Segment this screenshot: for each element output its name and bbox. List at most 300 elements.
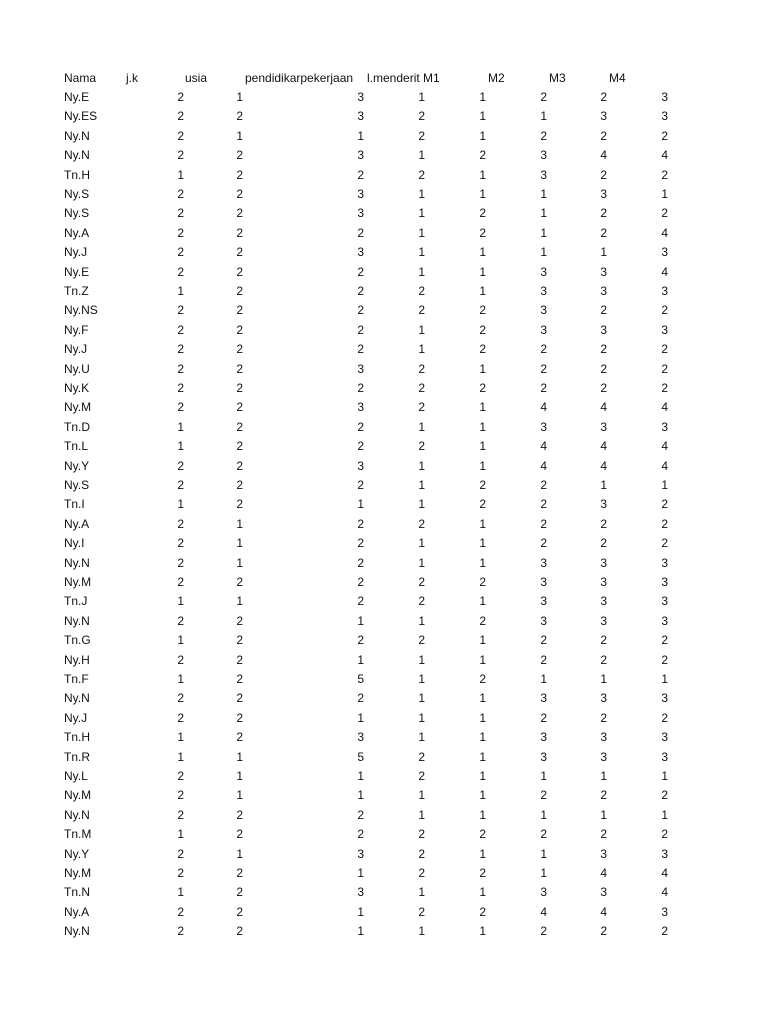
cell-m4: 2 (661, 710, 668, 725)
cell-jk: 2 (177, 187, 184, 201)
cell-m3: 1 (600, 245, 607, 260)
cell-usia: 2 (236, 458, 243, 473)
cell-jk: 1 (177, 167, 184, 182)
cell-nama: Ny.J (64, 342, 88, 357)
cell-m2: 2 (540, 478, 547, 492)
cell-lama-menderita: 1 (479, 730, 486, 745)
cell-m4: 2 (661, 303, 668, 318)
cell-usia: 2 (236, 381, 243, 395)
cell-lama-menderita: 2 (479, 827, 486, 842)
cell-m3: 2 (600, 206, 607, 221)
cell-m2: 3 (540, 594, 547, 609)
cell-usia: 2 (236, 109, 243, 124)
cell-jk: 2 (177, 613, 184, 628)
cell-nama: Ny.N (64, 691, 90, 706)
table-row (0, 379, 768, 398)
cell-lama-menderita: 2 (479, 322, 486, 337)
cell-pekerjaan: 2 (418, 400, 425, 415)
cell-m4: 4 (661, 885, 668, 900)
cell-pekerjaan: 1 (418, 245, 425, 260)
table-row (0, 709, 768, 728)
cell-m3: 3 (600, 109, 607, 124)
cell-nama: Ny.M (64, 400, 92, 415)
table-row (0, 146, 768, 165)
cell-m3: 3 (600, 322, 607, 337)
header-usia: usia (185, 71, 208, 85)
cell-usia: 1 (236, 769, 243, 783)
cell-m4: 2 (661, 633, 668, 648)
cell-nama: Tn.I (64, 497, 85, 512)
table-row (0, 185, 768, 204)
cell-m3: 2 (600, 381, 607, 395)
cell-pendidikan: 2 (357, 827, 364, 842)
cell-pendidikan: 2 (357, 516, 364, 531)
cell-pendidikan: 2 (357, 284, 364, 298)
cell-m4: 2 (661, 342, 668, 357)
cell-m3: 1 (600, 769, 607, 783)
cell-jk: 2 (177, 807, 184, 822)
header-pendidikan-pekerjaan: pendidikarpekerjaan (245, 71, 354, 85)
cell-lama-menderita: 2 (479, 575, 486, 589)
cell-pendidikan: 3 (357, 885, 364, 900)
cell-m3: 3 (600, 419, 607, 434)
cell-lama-menderita: 1 (479, 807, 486, 822)
cell-pekerjaan: 2 (418, 109, 425, 124)
cell-m2: 3 (540, 749, 547, 764)
cell-nama: Tn.H (64, 730, 91, 745)
cell-pekerjaan: 2 (418, 381, 425, 395)
cell-m2: 3 (540, 264, 547, 279)
cell-m4: 4 (661, 225, 668, 240)
cell-pendidikan: 3 (357, 109, 364, 124)
cell-lama-menderita: 2 (479, 381, 486, 395)
cell-lama-menderita: 2 (479, 342, 486, 357)
cell-pekerjaan: 1 (418, 555, 425, 570)
cell-jk: 1 (177, 633, 184, 648)
cell-m2: 4 (540, 400, 547, 415)
cell-lama-menderita: 1 (479, 788, 486, 803)
cell-jk: 2 (177, 109, 184, 124)
cell-m3: 2 (600, 167, 607, 182)
cell-m4: 3 (661, 419, 668, 434)
table-row (0, 670, 768, 689)
cell-lama-menderita: 1 (479, 361, 486, 376)
cell-m2: 2 (540, 497, 547, 512)
cell-lama-menderita: 1 (479, 924, 486, 939)
cell-m4: 3 (661, 284, 668, 298)
table-row (0, 689, 768, 708)
cell-m2: 1 (540, 187, 547, 201)
cell-usia: 1 (236, 555, 243, 570)
cell-nama: Tn.N (64, 885, 91, 900)
cell-m2: 3 (540, 555, 547, 570)
cell-usia: 1 (236, 90, 243, 104)
table-row (0, 825, 768, 844)
cell-lama-menderita: 2 (479, 148, 486, 163)
cell-m3: 2 (600, 710, 607, 725)
cell-pendidikan: 1 (357, 866, 364, 880)
cell-usia: 2 (236, 710, 243, 725)
cell-usia: 2 (236, 322, 243, 337)
cell-pekerjaan: 2 (418, 594, 425, 609)
cell-m2: 4 (540, 439, 547, 454)
cell-m2: 3 (540, 613, 547, 628)
cell-usia: 2 (236, 284, 243, 298)
cell-jk: 1 (177, 497, 184, 512)
header-nama: Nama (64, 71, 97, 85)
cell-usia: 1 (236, 788, 243, 803)
table-row (0, 864, 768, 883)
cell-lama-menderita: 1 (479, 419, 486, 434)
cell-jk: 2 (177, 303, 184, 318)
cell-pendidikan: 2 (357, 167, 364, 182)
cell-m4: 2 (661, 167, 668, 182)
cell-pendidikan: 1 (357, 128, 364, 143)
cell-jk: 2 (177, 769, 184, 783)
cell-jk: 1 (177, 885, 184, 900)
cell-m4: 2 (661, 361, 668, 376)
cell-nama: Ny.ES (64, 109, 98, 124)
cell-pendidikan: 3 (357, 148, 364, 163)
cell-jk: 2 (177, 245, 184, 260)
cell-pekerjaan: 1 (418, 536, 425, 551)
cell-lama-menderita: 2 (479, 613, 486, 628)
table-row (0, 515, 768, 534)
cell-pekerjaan: 2 (418, 303, 425, 318)
cell-lama-menderita: 1 (479, 536, 486, 551)
cell-nama: Ny.U (64, 361, 90, 376)
cell-m3: 2 (600, 633, 607, 648)
cell-nama: Ny.K (64, 381, 90, 395)
table-row (0, 127, 768, 146)
table-row (0, 282, 768, 301)
cell-usia: 2 (236, 361, 243, 376)
table-row (0, 107, 768, 126)
cell-m4: 2 (661, 924, 668, 939)
cell-m4: 3 (661, 846, 668, 861)
cell-lama-menderita: 2 (479, 497, 486, 512)
cell-usia: 2 (236, 924, 243, 939)
table-row (0, 263, 768, 282)
cell-lama-menderita: 1 (479, 516, 486, 531)
cell-m4: 3 (661, 730, 668, 745)
cell-jk: 1 (177, 672, 184, 686)
table-row (0, 321, 768, 340)
table-row (0, 631, 768, 650)
cell-lama-menderita: 1 (479, 128, 486, 143)
cell-pekerjaan: 1 (418, 672, 425, 686)
cell-jk: 2 (177, 710, 184, 725)
cell-m3: 3 (600, 264, 607, 279)
cell-pekerjaan: 1 (418, 264, 425, 279)
cell-nama: Ny.S (64, 206, 90, 221)
cell-pendidikan: 2 (357, 381, 364, 395)
header-m3: M3 (549, 71, 566, 85)
cell-usia: 1 (236, 536, 243, 551)
cell-m3: 3 (600, 749, 607, 764)
cell-m3: 4 (600, 148, 607, 163)
cell-m2: 2 (540, 90, 547, 104)
table-row (0, 204, 768, 223)
cell-usia: 1 (236, 516, 243, 531)
cell-lama-menderita: 2 (479, 866, 486, 880)
cell-nama: Ny.N (64, 555, 90, 570)
cell-nama: Ny.NS (64, 303, 98, 318)
cell-nama: Ny.S (64, 478, 90, 492)
table-row (0, 651, 768, 670)
cell-m3: 2 (600, 361, 607, 376)
cell-pekerjaan: 1 (418, 691, 425, 706)
cell-nama: Ny.A (64, 225, 90, 240)
cell-pekerjaan: 2 (418, 749, 425, 764)
cell-m3: 3 (600, 575, 607, 589)
cell-m2: 2 (540, 128, 547, 143)
cell-lama-menderita: 2 (479, 672, 486, 686)
cell-lama-menderita: 1 (479, 167, 486, 182)
table-row (0, 360, 768, 379)
cell-m3: 3 (600, 284, 607, 298)
cell-m4: 2 (661, 827, 668, 842)
cell-pekerjaan: 1 (418, 148, 425, 163)
cell-nama: Ny.Y (64, 458, 90, 473)
cell-m3: 2 (600, 128, 607, 143)
cell-pekerjaan: 1 (418, 613, 425, 628)
cell-m3: 3 (600, 885, 607, 900)
cell-jk: 2 (177, 206, 184, 221)
cell-m3: 2 (600, 90, 607, 104)
table-row (0, 883, 768, 902)
cell-pendidikan: 2 (357, 264, 364, 279)
cell-m3: 4 (600, 904, 607, 919)
cell-pendidikan: 3 (357, 206, 364, 221)
cell-pekerjaan: 1 (418, 478, 425, 492)
cell-m2: 2 (540, 924, 547, 939)
cell-m2: 3 (540, 284, 547, 298)
cell-usia: 1 (236, 594, 243, 609)
cell-usia: 2 (236, 439, 243, 454)
cell-m4: 1 (661, 807, 668, 822)
cell-pekerjaan: 2 (418, 516, 425, 531)
cell-pendidikan: 2 (357, 536, 364, 551)
cell-pekerjaan: 1 (418, 206, 425, 221)
cell-usia: 2 (236, 342, 243, 357)
cell-pendidikan: 2 (357, 555, 364, 570)
cell-m2: 2 (540, 536, 547, 551)
cell-jk: 2 (177, 691, 184, 706)
cell-nama: Ny.A (64, 516, 90, 531)
table-row (0, 612, 768, 631)
cell-pendidikan: 1 (357, 924, 364, 939)
cell-jk: 2 (177, 555, 184, 570)
cell-nama: Ny.E (64, 264, 90, 279)
table-row (0, 554, 768, 573)
cell-pendidikan: 3 (357, 245, 364, 260)
cell-pendidikan: 2 (357, 225, 364, 240)
cell-m4: 2 (661, 497, 668, 512)
cell-m2: 2 (540, 652, 547, 667)
cell-lama-menderita: 1 (479, 109, 486, 124)
header-m2: M2 (488, 71, 505, 85)
cell-m2: 2 (540, 342, 547, 357)
cell-m4: 3 (661, 613, 668, 628)
cell-pendidikan: 2 (357, 439, 364, 454)
cell-pendidikan: 2 (357, 691, 364, 706)
cell-m4: 3 (661, 90, 668, 104)
cell-pendidikan: 2 (357, 633, 364, 648)
cell-pekerjaan: 2 (418, 439, 425, 454)
cell-m3: 3 (600, 691, 607, 706)
cell-jk: 2 (177, 90, 184, 104)
cell-m4: 2 (661, 536, 668, 551)
cell-m4: 1 (661, 478, 668, 492)
cell-m3: 1 (600, 478, 607, 492)
cell-nama: Tn.L (64, 439, 89, 454)
cell-lama-menderita: 1 (479, 284, 486, 298)
cell-lama-menderita: 2 (479, 303, 486, 318)
cell-lama-menderita: 1 (479, 769, 486, 783)
table-row (0, 748, 768, 767)
cell-pekerjaan: 1 (418, 90, 425, 104)
cell-jk: 2 (177, 381, 184, 395)
cell-m3: 3 (600, 846, 607, 861)
cell-jk: 2 (177, 478, 184, 492)
cell-m4: 4 (661, 439, 668, 454)
cell-m3: 3 (600, 187, 607, 201)
cell-m3: 1 (600, 672, 607, 686)
table-row (0, 301, 768, 320)
cell-usia: 2 (236, 672, 243, 686)
cell-nama: Tn.R (64, 749, 91, 764)
cell-usia: 1 (236, 846, 243, 861)
cell-pendidikan: 1 (357, 710, 364, 725)
cell-m3: 2 (600, 536, 607, 551)
cell-pekerjaan: 2 (418, 361, 425, 376)
cell-m3: 2 (600, 652, 607, 667)
cell-lama-menderita: 2 (479, 904, 486, 919)
cell-m2: 1 (540, 866, 547, 880)
cell-m4: 2 (661, 516, 668, 531)
cell-pendidikan: 1 (357, 652, 364, 667)
cell-jk: 1 (177, 749, 184, 764)
cell-nama: Ny.M (64, 866, 92, 880)
header-m4: M4 (609, 71, 626, 85)
cell-m4: 3 (661, 555, 668, 570)
cell-m4: 3 (661, 245, 668, 260)
cell-jk: 1 (177, 730, 184, 745)
cell-pendidikan: 5 (357, 672, 364, 686)
cell-usia: 1 (236, 749, 243, 764)
cell-jk: 2 (177, 400, 184, 415)
cell-m4: 4 (661, 148, 668, 163)
cell-lama-menderita: 1 (479, 555, 486, 570)
cell-jk: 2 (177, 128, 184, 143)
cell-usia: 2 (236, 206, 243, 221)
cell-m2: 1 (540, 109, 547, 124)
cell-m2: 4 (540, 904, 547, 919)
header-jk: j.k (126, 71, 138, 85)
cell-usia: 2 (236, 633, 243, 648)
table-row (0, 786, 768, 805)
table-row (0, 457, 768, 476)
cell-m2: 1 (540, 672, 547, 686)
table-row (0, 728, 768, 747)
cell-pekerjaan: 2 (418, 284, 425, 298)
cell-pekerjaan: 2 (418, 866, 425, 880)
table-row (0, 243, 768, 262)
cell-m3: 2 (600, 516, 607, 531)
cell-pekerjaan: 2 (418, 575, 425, 589)
cell-pendidikan: 3 (357, 730, 364, 745)
cell-m3: 3 (600, 730, 607, 745)
cell-lama-menderita: 1 (479, 264, 486, 279)
table-row (0, 767, 768, 786)
cell-nama: Tn.D (64, 419, 91, 434)
cell-m2: 3 (540, 885, 547, 900)
table-row (0, 495, 768, 514)
cell-nama: Ny.A (64, 904, 90, 919)
cell-jk: 1 (177, 439, 184, 454)
cell-lama-menderita: 1 (479, 90, 486, 104)
cell-m2: 3 (540, 303, 547, 318)
cell-nama: Tn.G (64, 633, 91, 648)
cell-lama-menderita: 1 (479, 594, 486, 609)
cell-jk: 2 (177, 788, 184, 803)
cell-m2: 3 (540, 167, 547, 182)
cell-m3: 4 (600, 400, 607, 415)
cell-usia: 2 (236, 613, 243, 628)
cell-jk: 2 (177, 536, 184, 551)
cell-nama: Ny.N (64, 807, 90, 822)
cell-lama-menderita: 2 (479, 478, 486, 492)
cell-m3: 3 (600, 594, 607, 609)
cell-m2: 2 (540, 710, 547, 725)
cell-m4: 4 (661, 458, 668, 473)
table-row (0, 534, 768, 553)
table-row (0, 88, 768, 107)
cell-pekerjaan: 1 (418, 730, 425, 745)
cell-m2: 2 (540, 827, 547, 842)
cell-pekerjaan: 1 (418, 187, 425, 201)
header-row (0, 69, 768, 88)
cell-nama: Ny.Y (64, 846, 90, 861)
cell-m2: 2 (540, 381, 547, 395)
cell-pekerjaan: 2 (418, 904, 425, 919)
cell-m3: 3 (600, 497, 607, 512)
cell-m2: 2 (540, 788, 547, 803)
cell-jk: 2 (177, 342, 184, 357)
table-row (0, 476, 768, 495)
cell-usia: 2 (236, 866, 243, 880)
cell-nama: Ny.N (64, 128, 90, 143)
cell-nama: Ny.N (64, 613, 90, 628)
cell-lama-menderita: 1 (479, 652, 486, 667)
cell-usia: 2 (236, 652, 243, 667)
cell-pekerjaan: 1 (418, 885, 425, 900)
cell-pendidikan: 1 (357, 497, 364, 512)
cell-usia: 2 (236, 167, 243, 182)
cell-pendidikan: 2 (357, 575, 364, 589)
cell-usia: 2 (236, 303, 243, 318)
cell-m2: 2 (540, 516, 547, 531)
cell-m3: 2 (600, 225, 607, 240)
cell-lama-menderita: 1 (479, 400, 486, 415)
cell-pekerjaan: 2 (418, 167, 425, 182)
cell-jk: 2 (177, 846, 184, 861)
cell-m2: 4 (540, 458, 547, 473)
cell-nama: Ny.N (64, 148, 90, 163)
cell-pekerjaan: 1 (418, 458, 425, 473)
cell-nama: Ny.H (64, 652, 90, 667)
